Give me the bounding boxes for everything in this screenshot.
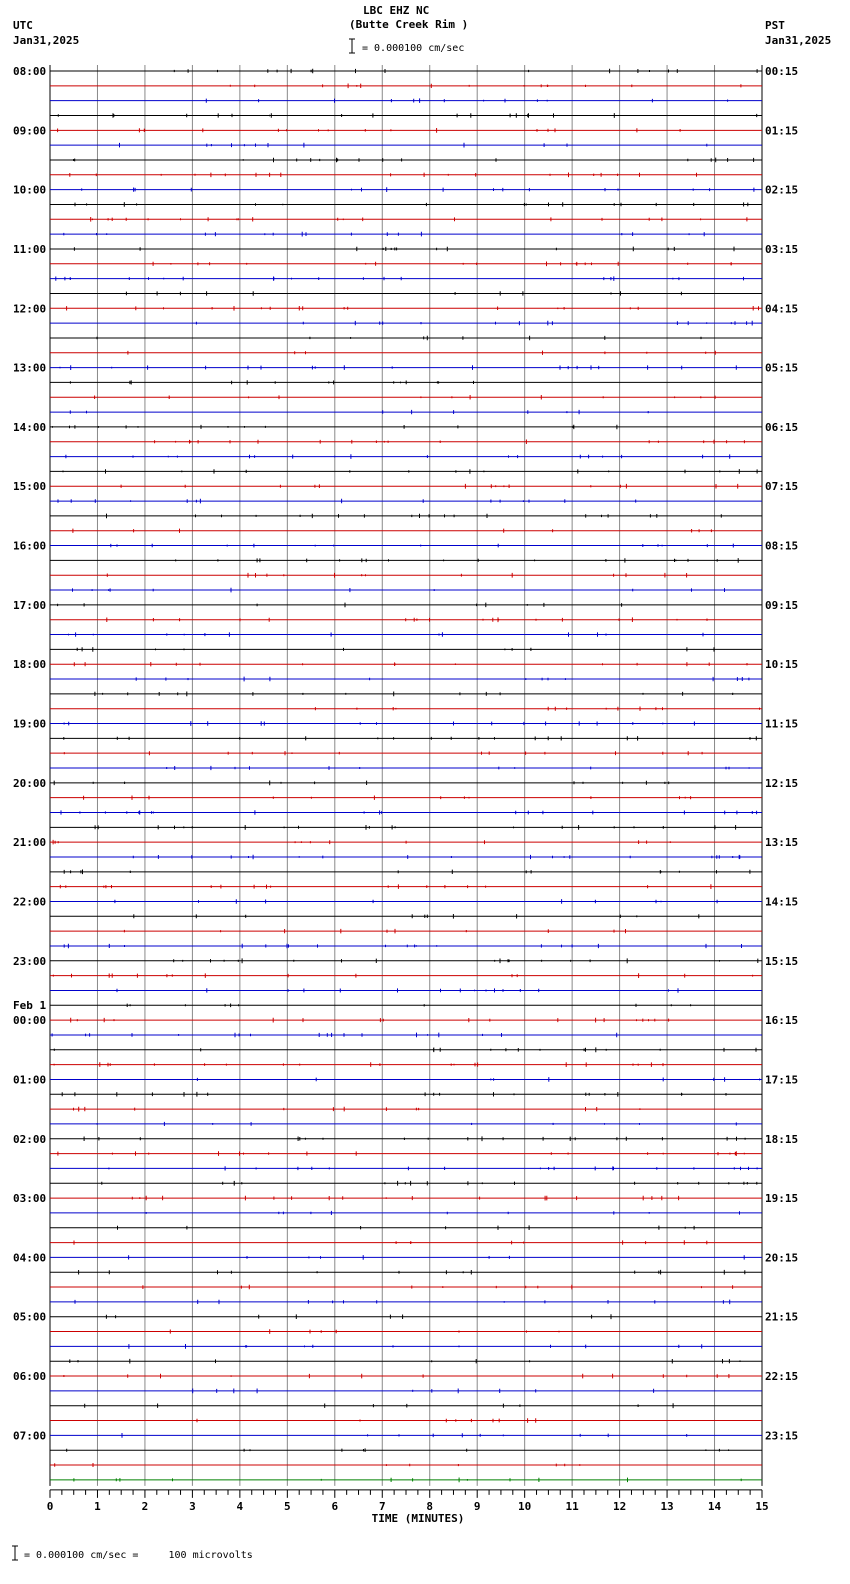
pst-hour-label: 05:15 xyxy=(765,361,799,375)
utc-hour-label: 07:00 xyxy=(13,1429,47,1443)
x-tick-label: 12 xyxy=(612,1499,627,1513)
utc-hour-label: 16:00 xyxy=(13,539,47,553)
pst-hour-label: 20:15 xyxy=(765,1251,799,1265)
utc-hour-label: 10:00 xyxy=(13,183,47,197)
pst-hour-label: 23:15 xyxy=(765,1429,799,1443)
x-tick-label: 9 xyxy=(473,1499,481,1513)
x-tick-label: 14 xyxy=(707,1499,722,1513)
pst-hour-label: 11:15 xyxy=(765,717,799,731)
utc-hour-label: 08:00 xyxy=(13,65,47,78)
pst-hour-label: 06:15 xyxy=(765,420,799,434)
utc-hour-label: 00:00 xyxy=(13,1014,47,1028)
utc-hour-label: 20:00 xyxy=(13,776,47,790)
footer-scale-icon xyxy=(10,1545,20,1561)
pst-hour-label: 16:15 xyxy=(765,1014,799,1028)
x-tick-label: 3 xyxy=(189,1499,196,1513)
utc-hour-label: 11:00 xyxy=(13,242,47,256)
pst-hour-label: 03:15 xyxy=(765,242,799,256)
x-axis-label: TIME (MINUTES) xyxy=(371,1511,465,1525)
x-tick-label: 15 xyxy=(755,1499,769,1513)
pst-label: PST xyxy=(765,19,785,32)
x-tick-label: 7 xyxy=(378,1499,386,1513)
pst-hour-label: 18:15 xyxy=(765,1132,799,1146)
pst-hour-label: 12:15 xyxy=(765,776,799,790)
x-tick-label: 0 xyxy=(46,1499,54,1513)
utc-hour-label: 14:00 xyxy=(13,420,47,434)
utc-date: Jan31,2025 xyxy=(13,34,80,47)
pst-hour-label: 04:15 xyxy=(765,302,799,316)
x-tick-label: 10 xyxy=(518,1499,532,1513)
pst-hour-label: 10:15 xyxy=(765,658,799,672)
x-tick-label: 4 xyxy=(236,1499,244,1513)
x-tick-label: 13 xyxy=(660,1499,674,1513)
utc-hour-label: 01:00 xyxy=(13,1073,47,1087)
utc-hour-label: 13:00 xyxy=(13,361,47,375)
utc-hour-label: 05:00 xyxy=(13,1310,47,1324)
pst-hour-label: 00:15 xyxy=(765,65,799,78)
utc-hour-label: 04:00 xyxy=(13,1251,47,1265)
pst-hour-label: 09:15 xyxy=(765,598,799,612)
utc-hour-label: 23:00 xyxy=(13,954,47,968)
utc-hour-label: 06:00 xyxy=(13,1370,47,1384)
x-tick-label: 6 xyxy=(331,1499,339,1513)
pst-date: Jan31,2025 xyxy=(765,34,832,47)
utc-hour-label: 15:00 xyxy=(13,480,47,494)
x-tick-label: 5 xyxy=(284,1499,291,1513)
utc-label: UTC xyxy=(13,19,33,32)
footer-scale-label: = 0.000100 cm/sec = 100 microvolts xyxy=(24,1550,253,1561)
x-tick-label: 8 xyxy=(426,1499,434,1513)
pst-hour-label: 21:15 xyxy=(765,1310,799,1324)
pst-hour-label: 14:15 xyxy=(765,895,799,909)
utc-hour-label: 09:00 xyxy=(13,124,47,138)
date-change-label: Feb 1 xyxy=(13,999,47,1013)
x-tick-label: 11 xyxy=(565,1499,579,1513)
utc-hour-label: 21:00 xyxy=(13,836,47,850)
pst-hour-label: 19:15 xyxy=(765,1192,799,1206)
pst-hour-label: 01:15 xyxy=(765,124,799,138)
utc-hour-label: 03:00 xyxy=(13,1192,47,1206)
scale-label: = 0.000100 cm/sec xyxy=(362,43,465,54)
pst-hour-label: 13:15 xyxy=(765,836,799,850)
x-tick-label: 1 xyxy=(94,1499,101,1513)
utc-hour-label: 02:00 xyxy=(13,1132,47,1146)
pst-hour-label: 22:15 xyxy=(765,1370,799,1384)
station-title: LBC EHZ NC xyxy=(363,4,430,17)
station-location: (Butte Creek Rim ) xyxy=(349,18,469,31)
utc-hour-label: 17:00 xyxy=(13,598,47,612)
pst-hour-label: 08:15 xyxy=(765,539,799,553)
pst-hour-label: 07:15 xyxy=(765,480,799,494)
utc-hour-label: 19:00 xyxy=(13,717,47,731)
pst-hour-label: 17:15 xyxy=(765,1073,799,1087)
utc-hour-label: 12:00 xyxy=(13,302,47,316)
pst-hour-label: 15:15 xyxy=(765,954,799,968)
utc-hour-label: 18:00 xyxy=(13,658,47,672)
x-tick-label: 2 xyxy=(141,1499,149,1513)
pst-hour-label: 02:15 xyxy=(765,183,799,197)
utc-hour-label: 22:00 xyxy=(13,895,47,909)
